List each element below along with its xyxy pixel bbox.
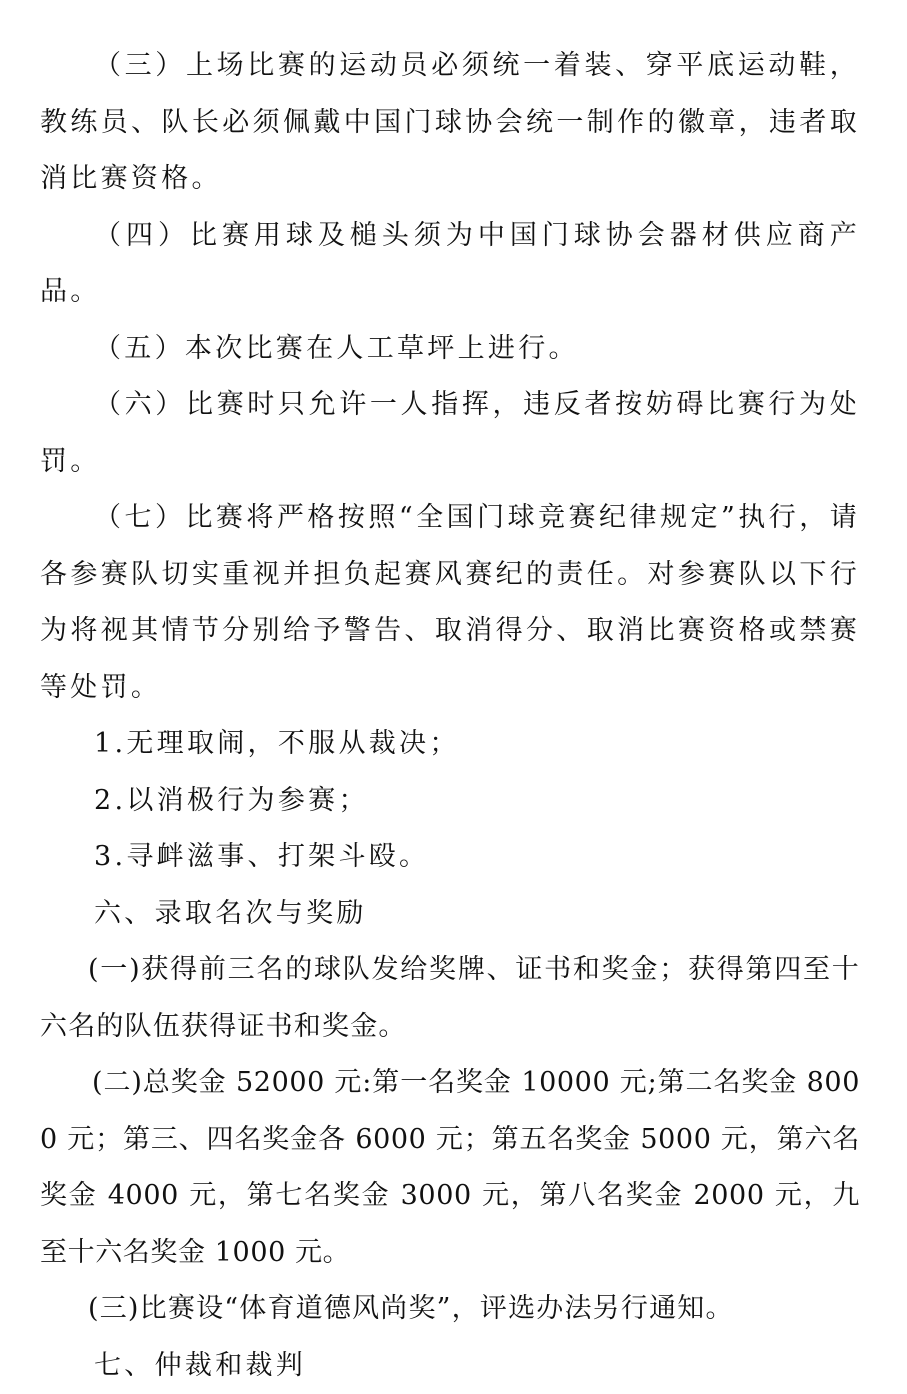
document-body bbox=[40, 38, 860, 1394]
paragraph-sportsmanship-award: (三)比赛设“体育道德风尚奖”，评选办法另行通知。 bbox=[40, 1281, 860, 1338]
paragraph-discipline-rule: （七）比赛将严格按照“全国门球竞赛纪律规定”执行，请各参赛队切实重视并担负起赛风赛纪的责任。对参赛队以下行为将视其情节分别给予警告、取消得分、取消比赛资格或禁赛等处罚。 bbox=[40, 490, 860, 716]
list-item-1: 1.无理取闹，不服从裁决； bbox=[40, 716, 860, 773]
list-item-2: 2.以消极行为参赛； bbox=[40, 773, 860, 830]
section-heading-awards: 六、录取名次与奖励 bbox=[40, 886, 860, 943]
paragraph-attire-rule: （三）上场比赛的运动员必须统一着装、穿平底运动鞋，教练员、队长必须佩戴中国门球协会统一制作的徽章，违者取消比赛资格。 bbox=[40, 38, 860, 208]
list-item-3: 3.寻衅滋事、打架斗殴。 bbox=[40, 829, 860, 886]
paragraph-command-rule: （六）比赛时只允许一人指挥，违反者按妨碍比赛行为处罚。 bbox=[40, 377, 860, 490]
paragraph-turf-rule: （五）本次比赛在人工草坪上进行。 bbox=[40, 321, 860, 378]
paragraph-equipment-rule: （四）比赛用球及槌头须为中国门球协会器材供应商产品。 bbox=[40, 208, 860, 321]
paragraph-awards-1: (一)获得前三名的球队发给奖牌、证书和奖金；获得第四至十六名的队伍获得证书和奖金。 bbox=[40, 942, 860, 1055]
paragraph-prize-money: (二)总奖金 52000 元:第一名奖金 10000 元;第二名奖金 8000 元；第三、四名奖金各 6000 元；第五名奖金 5000 元，第六名奖金 4000 元，第七名奖金 3000 元，第八名奖金 2000 元，九至十六名奖金 1000 元。 bbox=[40, 1055, 860, 1281]
section-heading-arbitration: 七、仲裁和裁判 bbox=[40, 1338, 860, 1394]
